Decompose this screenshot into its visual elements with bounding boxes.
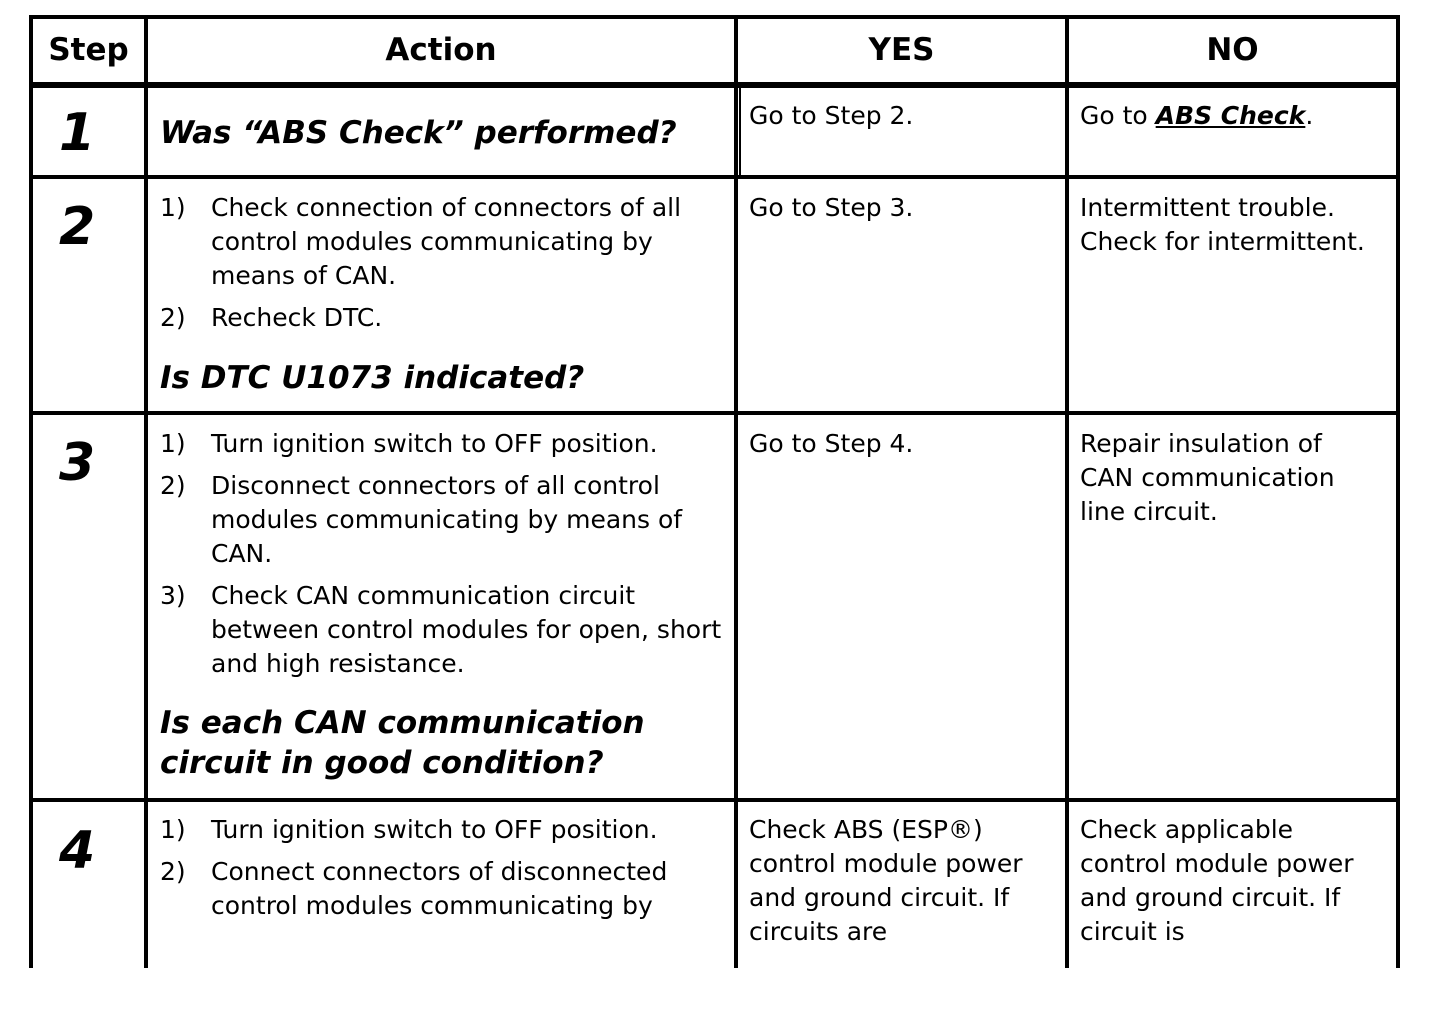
step-1-no-prefix: Go to [1080,101,1156,130]
step-number-3: 3 [59,433,96,493]
list-item: 1) Turn ignition switch to OFF position. [160,429,658,458]
list-item: 2) Disconnect connectors of all control modules communicating by means of CAN. [160,471,683,568]
step-2-yes: Go to Step 3. [749,193,914,222]
step-2-question: Is DTC U1073 indicated? [160,360,585,396]
step-number-1: 1 [59,103,96,163]
step-3-no: Repair insulation of CAN communication line circuit. [1080,429,1335,526]
list-item: 1) Check connection of connectors of all control modules communicating by means of CAN. [160,193,682,290]
row-divider-3 [29,798,1400,802]
abs-check-link[interactable]: ABS Check [1155,101,1306,130]
step-3-actions [160,427,725,689]
header-yes: YES [868,32,935,68]
table-border-right [1396,15,1400,968]
col-divider-3 [1065,15,1069,968]
list-item: 1) Turn ignition switch to OFF position. [160,815,658,844]
step-number-4: 4 [59,821,96,881]
step-number-2: 2 [59,197,96,257]
col-divider-2 [734,15,738,968]
list-item: 2) Connect connectors of disconnected control modules communicating by [160,857,668,920]
list-item: 3) Check CAN communication circuit between control modules for open, short and high resistance. [160,581,722,678]
step-2-actions [160,191,720,343]
row-divider-2 [29,411,1400,415]
troubleshooting-table [29,15,1400,968]
header-no: NO [1206,32,1259,68]
step-3-yes: Go to Step 4. [749,429,914,458]
step-2-no: Intermittent trouble. Check for intermittent. [1080,193,1365,256]
col-divider-1 [144,15,148,968]
step-4-yes: Check ABS (ESP®) control module power and ground circuit. If circuits are [749,815,1023,946]
list-item: 2) Recheck DTC. [160,303,383,332]
col-divider-2-double [739,85,741,177]
step-4-actions [160,813,725,931]
step-4-no: Check applicable control module power and ground circuit. If circuit is [1080,815,1354,946]
step-1-yes: Go to Step 2. [749,101,914,130]
header-step: Step [48,32,129,68]
step-1-no [1080,99,1390,133]
table-border-left [29,15,33,968]
step-1-no-suffix: . [1305,101,1314,130]
row-divider-1 [29,175,1400,179]
step-1-question: Was “ABS Check” performed? [160,115,677,151]
header-action: Action [385,32,497,68]
step-3-question: Is each CAN communication circuit in good condition? [160,705,645,781]
